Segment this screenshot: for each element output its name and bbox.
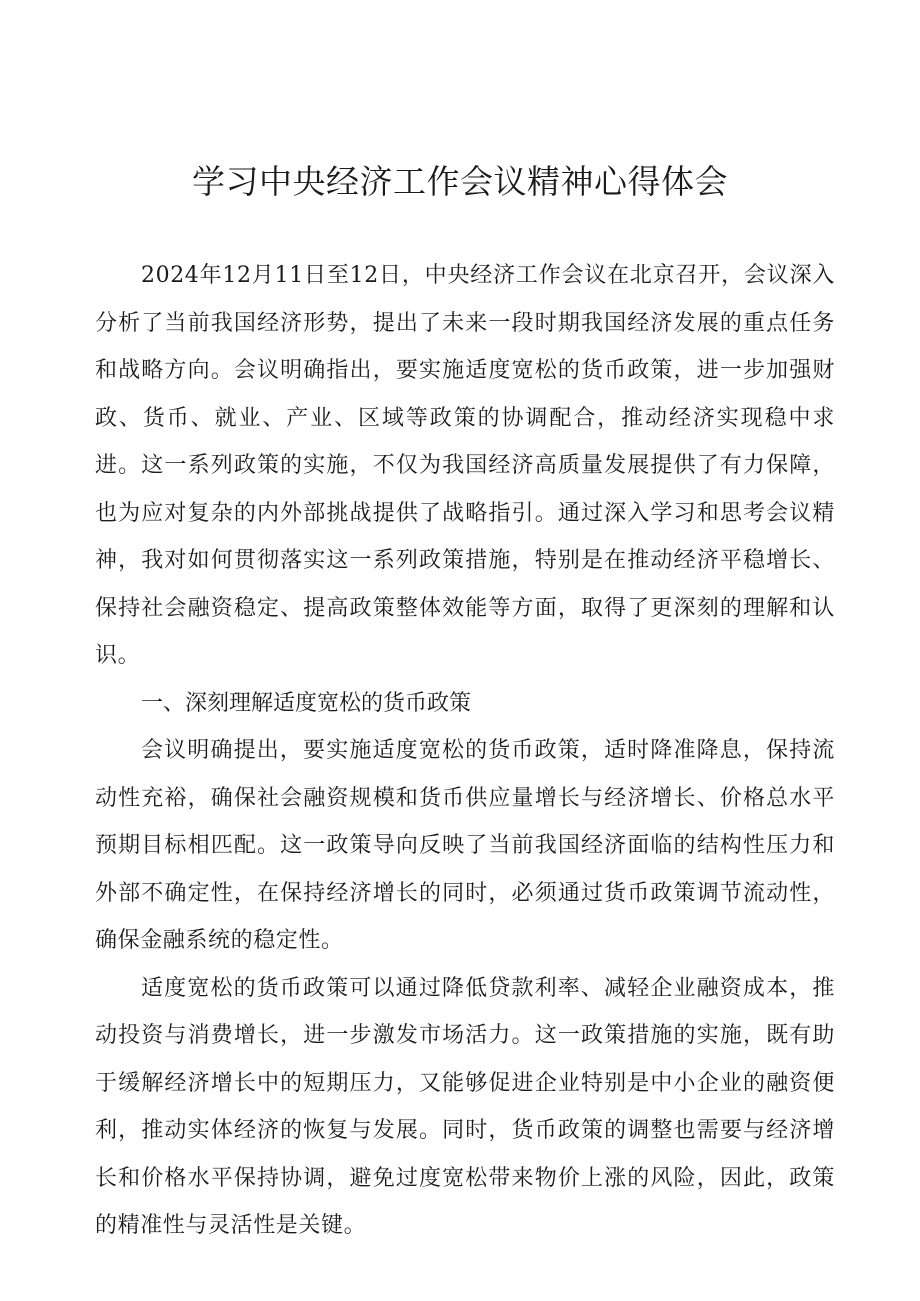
document-title: 学习中央经济工作会议精神心得体会 [192,162,728,201]
section-1-paragraph-1: 会议明确提出，要实施适度宽松的货币政策，适时降准降息，保持流动性充裕，确保社会融资规模和货币供应量增长与经济增长、价格总水平预期目标相匹配。这一政策导向反映了当前我国经济面临的结构性压力和外部不确定性，在保持经济增长的同时，必须通过货币政策调节流动性，确保金融系统的稳定性。 [95,738,835,953]
intro-paragraph: 2024年12月11日至12日，中央经济工作会议在北京召开，会议深入分析了当前我国经济形势，提出了未来一段时期我国经济发展的重点任务和战略方向。会议明确指出，要实施适度宽松的货币政策，进一步加强财政、货币、就业、产业、区域等政策的协调配合，推动经济实现稳中求进。这一系列政策的实施，不仅为我国经济高质量发展提供了有力保障，也为应对复杂的内外部挑战提供了战略指引。通过深入学习和思考会议精神，我对如何贯彻落实这一系列政策措施，特别是在推动经济平稳增长、保持社会融资稳定、提高政策整体效能等方面，取得了更深刻的理解和认识。 [95,263,835,668]
document-body [95,252,835,1250]
section-1-paragraph-2: 适度宽松的货币政策可以通过降低贷款利率、减轻企业融资成本，推动投资与消费增长，进一步激发市场活力。这一政策措施的实施，既有助于缓解经济增长中的短期压力，又能够促进企业特别是中小企业的融资便利，推动实体经济的恢复与发展。同时，货币政策的调整也需要与经济增长和价格水平保持协调，避免过度宽松带来物价上涨的风险，因此，政策的精准性与灵活性是关键。 [95,975,835,1238]
section-heading-1: 一、深刻理解适度宽松的货币政策 [141,690,472,716]
